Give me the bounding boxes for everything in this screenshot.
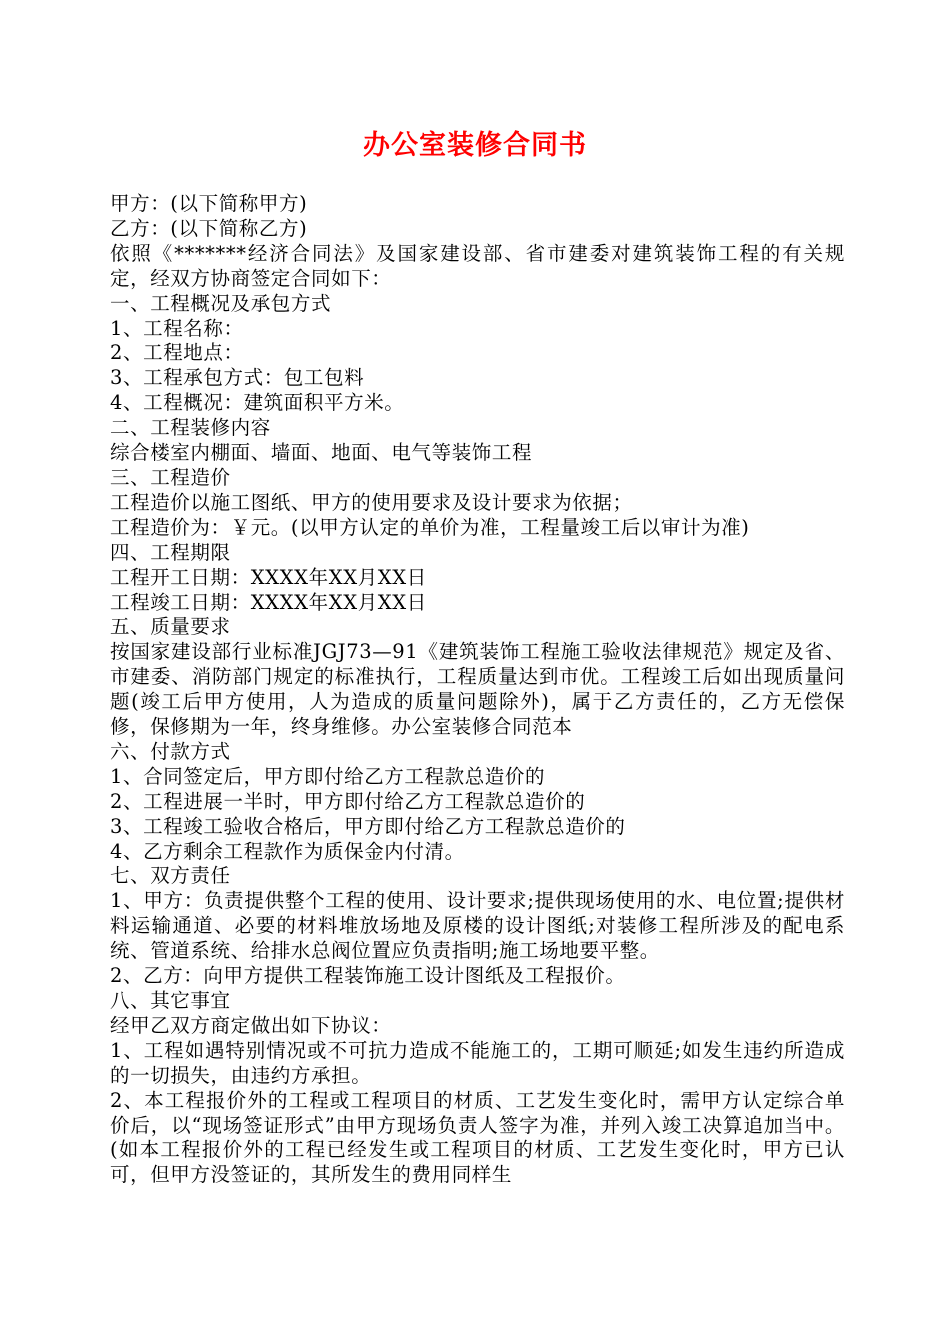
paragraph-line: 综合楼室内棚面、墙面、地面、电气等装饰工程 [110,441,533,465]
paragraph-line: 1、合同签定后，甲方即付给乙方工程款总造价的 [110,764,546,788]
paragraph-line: 3、工程竣工验收合格后，甲方即付给乙方工程款总造价的 [110,814,626,838]
paragraph-line: 2、工程进展一半时，甲方即付给乙方工程款总造价的 [110,789,586,813]
paragraph-line: 经甲乙双方商定做出如下协议： [110,1013,392,1037]
paragraph-line: 依照《*******经济合同法》及国家建设部、省市建委对建筑装饰工程的有关规定，经双方协商签定合同如下： [110,241,845,290]
paragraph-line: 一、工程概况及承包方式 [110,291,332,315]
document-body [110,192,845,1188]
paragraph-line: 4、乙方剩余工程款作为质保金内付清。 [110,839,465,863]
paragraph-line: 三、工程造价 [110,465,231,489]
paragraph-line: 工程竣工日期：XXXX年XX月XX日 [110,590,427,614]
document-title: 办公室装修合同书 [363,130,587,161]
paragraph-line: 乙方：(以下简称乙方) [110,216,308,240]
paragraph-line: 工程开工日期：XXXX年XX月XX日 [110,565,427,589]
paragraph-line: 工程造价为：￥元。(以甲方认定的单价为准，工程量竣工后以审计为准) [110,515,750,539]
paragraph-line: 2、本工程报价外的工程或工程项目的材质、工艺发生变化时，需甲方认定综合单价后，以“现场签证形式”由甲方现场负责人签字为准，并列入竣工决算追加当中。(如本工程报价外的工程已经发生或工程项目的材质、工艺发生变化时，甲方已认可，但甲方没签证的，其所发生的费用同样生 [110,1088,845,1187]
paragraph-line: 3、工程承包方式：包工包料 [110,366,365,390]
paragraph-line: 按国家建设部行业标准JGJ73—91《建筑装饰工程施工验收法律规范》规定及省、市建委、消防部门规定的标准执行，工程质量达到市优。工程竣工后如出现质量问题(竣工后甲方使用，人为造成的质量问题除外)，属于乙方责任的，乙方无偿保修，保修期为一年，终身维修。办公室装修合同范本 [110,640,845,739]
paragraph-line: 1、工程如遇特别情况或不可抗力造成不能施工的，工期可顺延;如发生违约所造成的一切损失，由违约方承担。 [110,1038,845,1087]
paragraph-line: 四、工程期限 [110,540,231,564]
paragraph-line: 4、工程概况：建筑面积平方米。 [110,391,405,415]
paragraph-line: 甲方：(以下简称甲方) [110,192,308,215]
paragraph-line: 五、质量要求 [110,615,231,639]
paragraph-line: 七、双方责任 [110,864,231,888]
paragraph-line: 2、工程地点： [110,341,244,365]
paragraph-line: 1、甲方：负责提供整个工程的使用、设计要求;提供现场使用的水、电位置;提供材料运输通道、必要的材料堆放场地及原楼的设计图纸;对装修工程所涉及的配电系统、管道系统、给排水总阀位置应负责指明;施工场地要平整。 [110,889,845,963]
paragraph-line: 1、工程名称： [110,316,244,340]
paragraph-line: 2、乙方：向甲方提供工程装饰施工设计图纸及工程报价。 [110,964,626,988]
paragraph-line: 六、付款方式 [110,739,231,763]
paragraph-line: 八、其它事宜 [110,989,231,1012]
paragraph-line: 工程造价以施工图纸、甲方的使用要求及设计要求为依据； [110,490,633,514]
paragraph-line: 二、工程装修内容 [110,416,271,440]
